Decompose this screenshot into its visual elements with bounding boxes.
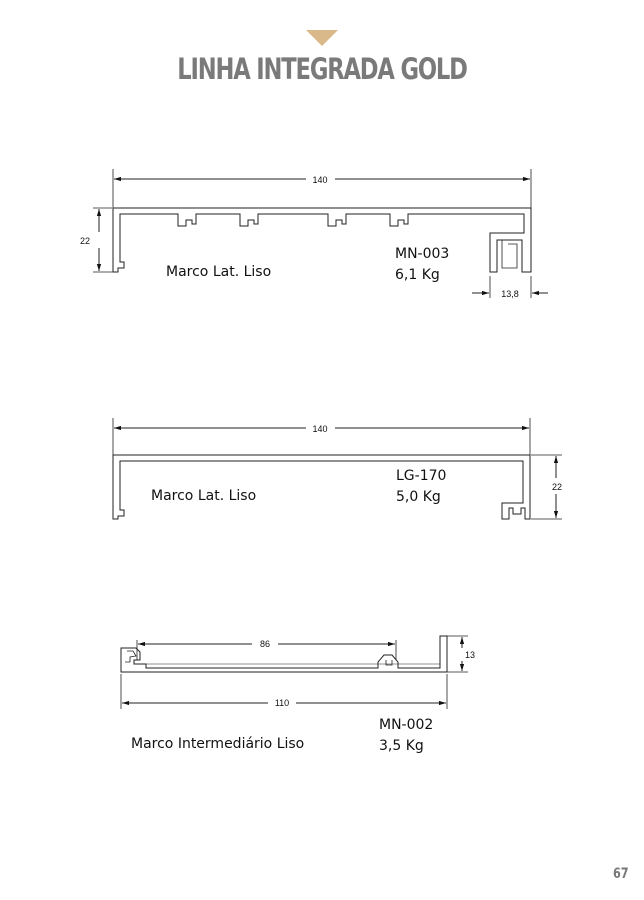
- profile-mn-003-name: Marco Lat. Liso: [166, 264, 272, 280]
- profile-mn-002-weight: 3,5 Kg: [379, 738, 424, 754]
- profile-mn-002-code: MN-002: [379, 717, 434, 733]
- profile-mn-003-code: MN-003: [395, 246, 450, 262]
- profile-mn-003-weight: 6,1 Kg: [395, 267, 440, 283]
- profile-mn-003-width-dimension: 140: [312, 175, 328, 185]
- profile-lg-170-code: LG-170: [396, 468, 447, 484]
- profile-mn-003-height-dimension: 22: [79, 236, 91, 246]
- profile-mn-002-info: [379, 715, 433, 757]
- profile-mn-002-drawing: [121, 636, 468, 709]
- profile-lg-170-name: Marco Lat. Liso: [151, 488, 257, 504]
- profile-mn-002-inner-dimension: 86: [259, 639, 271, 649]
- profile-mn-003-drawing: [93, 169, 548, 298]
- profile-mn-002-width-dimension: 110: [274, 698, 290, 708]
- profile-mn-002-height-dimension: 13: [464, 650, 476, 660]
- profile-mn-003-info: [395, 244, 449, 286]
- page-title: LINHA INTEGRADA GOLD: [177, 52, 467, 86]
- profile-lg-170-weight: 5,0 Kg: [396, 489, 441, 505]
- profile-lg-170-height-dimension: 22: [551, 482, 563, 492]
- page-number: 67: [612, 866, 629, 882]
- profile-lg-170-width-dimension: 140: [312, 424, 328, 434]
- profile-mn-002-name: Marco Intermediário Liso: [131, 736, 305, 752]
- profile-lg-170-info: [396, 466, 446, 508]
- profile-mn-003-detail-dimension: 13,8: [501, 289, 519, 299]
